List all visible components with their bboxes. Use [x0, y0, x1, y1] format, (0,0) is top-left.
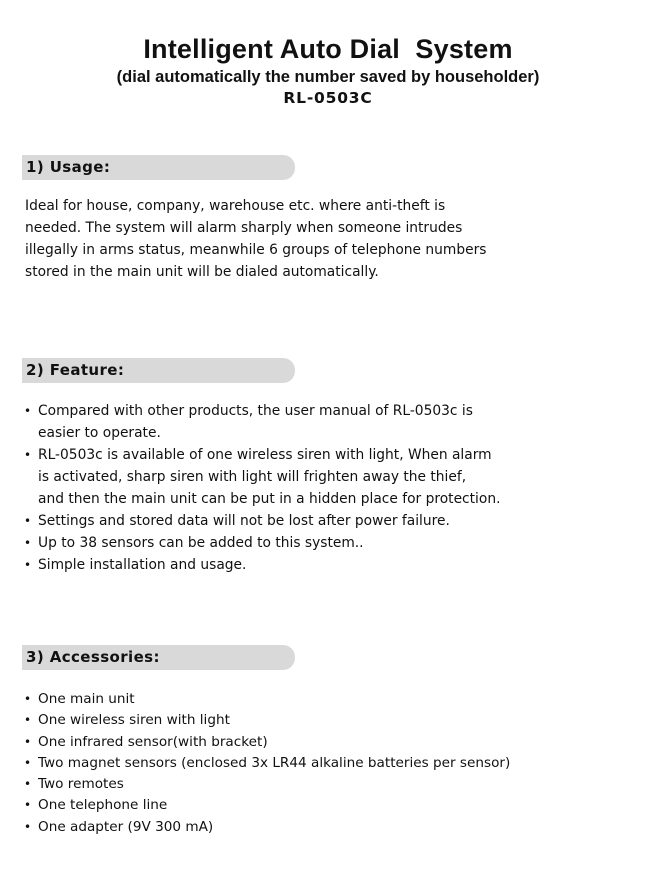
usage-line: needed. The system will alarm sharply when someone intrudes — [25, 220, 463, 236]
section-usage — [22, 155, 642, 283]
usage-paragraph — [25, 195, 630, 283]
section-heading-usage: 1) Usage: — [22, 155, 295, 180]
bullet-icon: • — [24, 514, 32, 528]
accessory-item: One telephone line — [38, 797, 168, 814]
bullet-icon: • — [24, 692, 32, 706]
bullet-icon: • — [24, 558, 32, 572]
list-item — [22, 554, 642, 576]
accessory-item: One infrared sensor(with bracket) — [38, 733, 268, 750]
bullet-icon: • — [24, 536, 32, 550]
usage-line: stored in the main unit will be dialed automatically. — [25, 264, 379, 280]
usage-line: Ideal for house, company, warehouse etc. where anti-theft is — [25, 198, 446, 214]
section-accessories — [22, 645, 642, 838]
accessory-item: One wireless siren with light — [38, 712, 230, 729]
accessory-item: One main unit — [38, 691, 135, 707]
bullet-icon: • — [24, 713, 32, 728]
section-heading-feature: 2) Feature: — [22, 358, 295, 383]
model-number: RL-0503C — [283, 89, 373, 107]
feature-item-line: is activated, sharp siren with light will frighten away the thief, — [38, 469, 467, 485]
bullet-icon: • — [24, 755, 32, 770]
document-header — [0, 34, 656, 108]
bullet-icon: • — [24, 819, 32, 834]
document-subtitle: (dial automatically the number saved by householder) — [116, 68, 540, 86]
feature-item-line: Up to 38 sensors can be added to this system.. — [38, 535, 364, 551]
accessory-item: Two magnet sensors (enclosed 3x LR44 alkaline batteries per sensor) — [38, 754, 511, 771]
list-item — [22, 710, 642, 731]
bullet-icon: • — [24, 448, 32, 462]
list-item — [22, 795, 642, 816]
feature-item-line: Simple installation and usage. — [38, 557, 247, 573]
accessory-item: Two remotes — [38, 776, 124, 793]
list-item — [22, 400, 642, 444]
list-item — [22, 774, 642, 795]
document-title: Intelligent Auto Dial System — [143, 34, 513, 64]
list-item — [22, 510, 642, 532]
accessory-item: One adapter (9V 300 mA) — [38, 818, 214, 835]
feature-list — [22, 400, 642, 576]
list-item — [22, 689, 642, 710]
bullet-icon: • — [24, 777, 32, 792]
feature-item-line: and then the main unit can be put in a hidden place for protection. — [38, 491, 501, 507]
list-item — [22, 532, 642, 554]
bullet-icon: • — [24, 798, 32, 813]
accessories-list — [22, 689, 642, 838]
feature-item-line: Settings and stored data will not be lost after power failure. — [38, 513, 450, 529]
list-item — [22, 444, 642, 510]
feature-item-line: easier to operate. — [38, 425, 161, 441]
feature-item-line: RL-0503c is available of one wireless siren with light, When alarm — [38, 447, 492, 463]
section-heading-accessories: 3) Accessories: — [22, 645, 295, 670]
list-item — [22, 732, 642, 753]
bullet-icon: • — [24, 734, 32, 749]
usage-line: illegally in arms status, meanwhile 6 groups of telephone numbers — [25, 242, 487, 258]
list-item — [22, 753, 642, 774]
list-item — [22, 817, 642, 838]
section-feature — [22, 358, 642, 576]
feature-item-line: Compared with other products, the user manual of RL-0503c is — [38, 403, 473, 419]
bullet-icon: • — [24, 404, 32, 418]
